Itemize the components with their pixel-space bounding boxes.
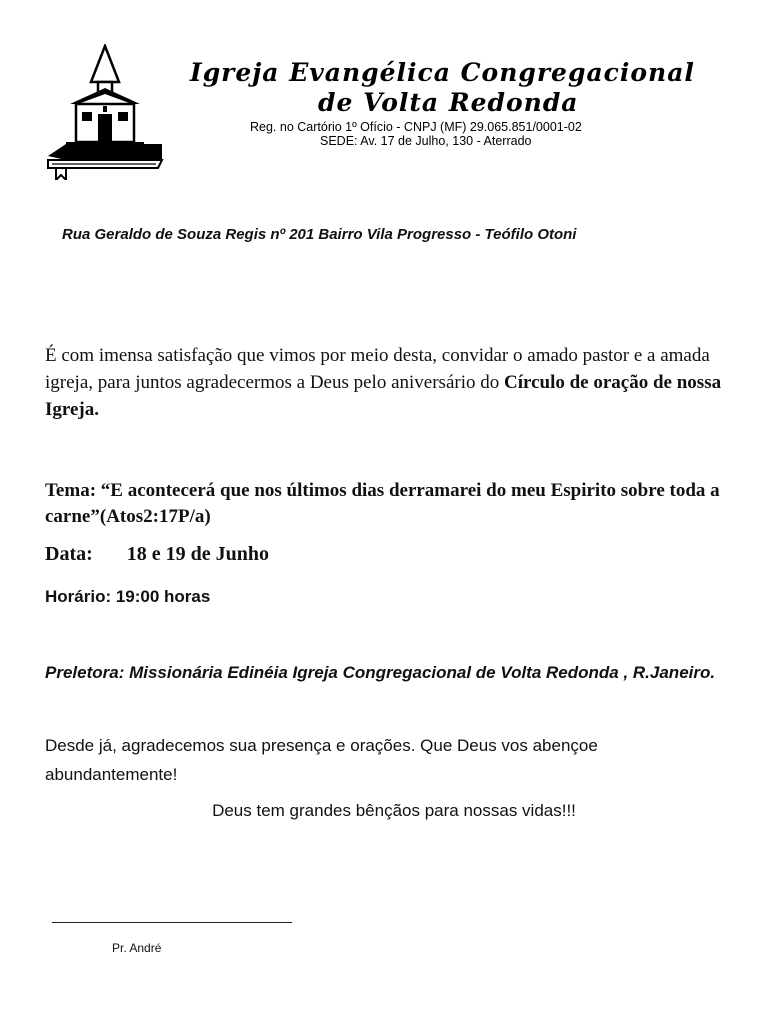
preacher-paragraph: Preletora: Missionária Edinéia Igreja Congregacional de Volta Redonda , R.Janeiro. — [45, 663, 716, 682]
church-name-line1: Igreja Evangélica Congregacional — [190, 58, 695, 87]
headquarters-line: SEDE: Av. 17 de Julho, 130 - Aterrado — [320, 134, 532, 148]
intro-highlight: Círculo de oração de nossa Igreja. — [45, 372, 722, 420]
blessing-line: Deus tem grandes bênçãos para nossas vidas!!! — [212, 801, 576, 820]
registration-line: Reg. no Cartório 1º Ofício - CNPJ (MF) 29.065.851/0001-02 — [250, 120, 582, 134]
address-line: Rua Geraldo de Souza Regis nº 201 Bairro Vila Progresso - Teófilo Otoni — [62, 226, 577, 243]
thanks-paragraph: Desde já, agradecemos sua presença e orações. Que Deus vos abençoe abundantemente! — [45, 736, 598, 784]
date-value: 18 e 19 de Junho — [126, 543, 270, 565]
church-name-line2: de Volta Redonda — [318, 88, 579, 117]
theme-paragraph: Tema: “E acontecerá que nos últimos dias derramarei do meu Espirito sobre toda a carne”(Atos2:17P/a) — [45, 480, 720, 527]
signature-line — [52, 922, 292, 923]
time-row: Horário: 19:00 horas — [45, 587, 211, 606]
date-row — [45, 543, 269, 566]
signature-name: Pr. André — [112, 941, 162, 955]
church-on-book-icon — [44, 44, 166, 180]
intro-paragraph — [45, 342, 725, 423]
date-label: Data: — [45, 543, 93, 565]
intro-text: É com imensa satisfação que vimos por meio desta, convidar o amado pastor e a amada igreja, para juntos agradecermos a Deus pelo aniversário do — [45, 345, 710, 393]
